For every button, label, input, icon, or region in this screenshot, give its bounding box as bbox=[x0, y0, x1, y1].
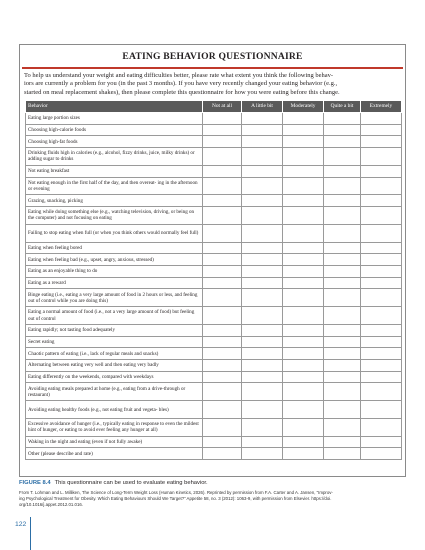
rating-cell[interactable] bbox=[203, 383, 242, 401]
behavior-text: Eating when feeling bored bbox=[28, 244, 82, 251]
behavior-text: driving, or being on the computer) and not focusing on eating bbox=[28, 209, 195, 222]
behavior-text: food) but feeling out of control bbox=[28, 309, 195, 322]
rating-cell[interactable] bbox=[283, 277, 324, 289]
rating-cell[interactable] bbox=[361, 307, 402, 325]
rating-cell[interactable] bbox=[283, 177, 324, 195]
rating-cell[interactable] bbox=[361, 348, 402, 360]
table-row bbox=[26, 224, 402, 242]
rating-cell[interactable] bbox=[283, 165, 324, 177]
table-row bbox=[26, 113, 402, 125]
behavior-cell bbox=[26, 207, 203, 225]
rating-cell[interactable] bbox=[203, 277, 242, 289]
table-row bbox=[26, 254, 402, 266]
behavior-cell bbox=[26, 195, 203, 207]
rating-cell[interactable] bbox=[361, 419, 402, 437]
rating-cell[interactable] bbox=[242, 148, 283, 166]
behavior-cell bbox=[26, 165, 203, 177]
behavior-cell bbox=[26, 136, 203, 148]
rating-cell[interactable] bbox=[203, 419, 242, 437]
rating-cell[interactable] bbox=[203, 242, 242, 254]
behavior-text: Choosing high-fat foods bbox=[28, 138, 78, 145]
behavior-cell bbox=[26, 336, 203, 348]
rating-cell[interactable] bbox=[324, 307, 361, 325]
rating-cell[interactable] bbox=[242, 277, 283, 289]
behavior-cell bbox=[26, 224, 203, 242]
rating-cell[interactable] bbox=[203, 436, 242, 448]
behavior-cell bbox=[26, 324, 203, 336]
rating-cell[interactable] bbox=[324, 177, 361, 195]
figure-label: FIGURE 8.4 bbox=[19, 480, 51, 486]
col-extremely: Extremely bbox=[361, 101, 402, 113]
rating-cell[interactable] bbox=[203, 165, 242, 177]
rating-cell[interactable] bbox=[324, 148, 361, 166]
behavior-cell bbox=[26, 266, 203, 278]
table-row bbox=[26, 177, 402, 195]
behavior-text: Binge eating (i.e., eating a very large amount of food in 2 hours bbox=[28, 291, 158, 298]
table-row bbox=[26, 360, 402, 372]
rating-cell[interactable] bbox=[203, 401, 242, 419]
rating-cell[interactable] bbox=[242, 436, 283, 448]
rating-cell[interactable] bbox=[324, 348, 361, 360]
rating-cell[interactable] bbox=[242, 207, 283, 225]
rating-cell[interactable] bbox=[361, 195, 402, 207]
rating-cell[interactable] bbox=[324, 207, 361, 225]
rating-cell[interactable] bbox=[283, 383, 324, 401]
behavior-cell bbox=[26, 148, 203, 166]
rating-cell[interactable] bbox=[361, 113, 402, 125]
credit-line: From T. Lohman and L. Milliken, The Science of Long-Term Weight Loss (Human Kinetics, 2026). Reprinted by permission from F.A. Carter and A. Jansen, “Improv- bbox=[19, 490, 333, 495]
behavior-text: Choosing high-calorie foods bbox=[28, 126, 87, 133]
behavior-text: Failing to stop eating when full (or when you think others would bbox=[28, 230, 160, 237]
rating-cell[interactable] bbox=[361, 224, 402, 242]
table-row bbox=[26, 207, 402, 225]
rating-cell[interactable] bbox=[361, 401, 402, 419]
table-row bbox=[26, 266, 402, 278]
behavior-cell bbox=[26, 371, 203, 383]
behavior-cell bbox=[26, 277, 203, 289]
rating-cell[interactable] bbox=[242, 324, 283, 336]
figure-credit bbox=[19, 490, 409, 507]
title-rule bbox=[22, 67, 403, 69]
rating-cell[interactable] bbox=[283, 289, 324, 307]
behavior-text: Alternating between eating very well and then eating very badly bbox=[28, 362, 159, 369]
rating-cell[interactable] bbox=[361, 254, 402, 266]
rating-cell[interactable] bbox=[203, 289, 242, 307]
rating-cell[interactable] bbox=[242, 165, 283, 177]
rating-cell[interactable] bbox=[242, 419, 283, 437]
rating-cell[interactable] bbox=[361, 324, 402, 336]
rating-cell[interactable] bbox=[283, 136, 324, 148]
header-row bbox=[26, 101, 402, 113]
rating-cell[interactable] bbox=[324, 165, 361, 177]
figure-caption-text: This questionnaire can be used to evaluate eating behavior. bbox=[54, 480, 208, 486]
rating-cell[interactable] bbox=[324, 224, 361, 242]
rating-cell[interactable] bbox=[242, 307, 283, 325]
behavior-text: Eating while doing something else (e.g., watching television, bbox=[28, 209, 153, 216]
rating-cell[interactable] bbox=[242, 254, 283, 266]
instructions bbox=[24, 72, 401, 97]
behavior-text: normally feel full) bbox=[161, 230, 199, 237]
rating-cell[interactable] bbox=[203, 254, 242, 266]
rating-cell[interactable] bbox=[242, 383, 283, 401]
rating-cell[interactable] bbox=[283, 448, 324, 460]
behavior-text: Drinking fluids high in calories (e.g., alcohol, fizzy drinks, juice, bbox=[28, 150, 161, 157]
rating-cell[interactable] bbox=[283, 195, 324, 207]
table-row bbox=[26, 336, 402, 348]
rating-cell[interactable] bbox=[361, 124, 402, 136]
behavior-text: bles) bbox=[158, 406, 169, 413]
behavior-cell bbox=[26, 307, 203, 325]
questionnaire-table bbox=[25, 100, 402, 460]
rating-cell[interactable] bbox=[242, 242, 283, 254]
rating-cell[interactable] bbox=[283, 266, 324, 278]
rating-cell[interactable] bbox=[203, 324, 242, 336]
table-row bbox=[26, 324, 402, 336]
behavior-text: ing in the afternoon or evening bbox=[28, 179, 198, 192]
rating-cell[interactable] bbox=[324, 242, 361, 254]
rating-cell[interactable] bbox=[361, 289, 402, 307]
rating-cell[interactable] bbox=[283, 360, 324, 372]
behavior-text: Not eating enough in the first half of the day, and then overeat- bbox=[28, 179, 157, 186]
rating-cell[interactable] bbox=[283, 224, 324, 242]
rating-cell[interactable] bbox=[361, 165, 402, 177]
table-row bbox=[26, 124, 402, 136]
behavior-cell bbox=[26, 448, 203, 460]
behavior-text: Eating as an enjoyable thing to do bbox=[28, 268, 98, 275]
table-row bbox=[26, 436, 402, 448]
rating-cell[interactable] bbox=[361, 148, 402, 166]
rating-cell[interactable] bbox=[324, 383, 361, 401]
behavior-cell bbox=[26, 383, 203, 401]
behavior-cell bbox=[26, 436, 203, 448]
behavior-text: Eating as a reward bbox=[28, 279, 66, 286]
table-row bbox=[26, 383, 402, 401]
rating-cell[interactable] bbox=[203, 360, 242, 372]
page-number: 122 bbox=[15, 521, 27, 528]
rating-cell[interactable] bbox=[283, 254, 324, 266]
rating-cell[interactable] bbox=[361, 266, 402, 278]
rating-cell[interactable] bbox=[361, 177, 402, 195]
rating-cell[interactable] bbox=[324, 419, 361, 437]
rating-cell[interactable] bbox=[283, 401, 324, 419]
rating-cell[interactable] bbox=[203, 113, 242, 125]
table-row bbox=[26, 371, 402, 383]
rating-cell[interactable] bbox=[324, 324, 361, 336]
rating-cell[interactable] bbox=[324, 136, 361, 148]
behavior-text: Eating a normal amount of food (i.e., not a very large amount of bbox=[28, 309, 159, 316]
rating-cell[interactable] bbox=[324, 371, 361, 383]
rating-cell[interactable] bbox=[324, 195, 361, 207]
rating-cell[interactable] bbox=[203, 336, 242, 348]
rating-cell[interactable] bbox=[361, 207, 402, 225]
rating-cell[interactable] bbox=[242, 360, 283, 372]
instructions-line: To help us understand your weight and eating difficulties better, please rate what extent you think the following behav- bbox=[24, 72, 334, 79]
table-row bbox=[26, 289, 402, 307]
rating-cell[interactable] bbox=[242, 224, 283, 242]
rating-cell[interactable] bbox=[324, 277, 361, 289]
behavior-text: milky drinks) or adding sugar to drinks bbox=[28, 150, 195, 163]
rating-cell[interactable] bbox=[283, 324, 324, 336]
table-row bbox=[26, 419, 402, 437]
rating-cell[interactable] bbox=[242, 124, 283, 136]
instructions-line: started on meal replacement shakes), then please complete this questionnaire for how you were eating before this change. bbox=[24, 88, 340, 96]
rating-cell[interactable] bbox=[242, 336, 283, 348]
table-row bbox=[26, 165, 402, 177]
behavior-text: Excessive avoidance of hunger (i.e., typically eating in response bbox=[28, 421, 159, 428]
table-row bbox=[26, 348, 402, 360]
rating-cell[interactable] bbox=[283, 207, 324, 225]
behavior-text: Chaotic pattern of eating (i.e., lack of regular meals and snacks) bbox=[28, 350, 159, 357]
questionnaire-title: EATING BEHAVIOR QUESTIONNAIRE bbox=[122, 51, 303, 62]
behavior-text: Secret eating bbox=[28, 338, 55, 345]
rating-cell[interactable] bbox=[361, 360, 402, 372]
rating-cell[interactable] bbox=[324, 401, 361, 419]
behavior-cell bbox=[26, 348, 203, 360]
rating-cell[interactable] bbox=[242, 136, 283, 148]
rating-cell[interactable] bbox=[324, 336, 361, 348]
rating-cell[interactable] bbox=[283, 419, 324, 437]
behavior-text: Avoiding eating meals prepared at home (e.g., eating from a bbox=[28, 385, 151, 392]
table-row bbox=[26, 448, 402, 460]
rating-cell[interactable] bbox=[361, 383, 402, 401]
col-moderately: Moderately bbox=[283, 101, 324, 113]
rating-cell[interactable] bbox=[242, 177, 283, 195]
credit-line: ing Psychological Treatment for Obesity. Which Eating Behaviours Should We Target?” Appetite 58, no. 3 (2012): 1063-9, with permission from Elsevier. https://doi. bbox=[19, 495, 332, 501]
behavior-cell bbox=[26, 113, 203, 125]
rating-cell[interactable] bbox=[324, 124, 361, 136]
rating-cell[interactable] bbox=[283, 336, 324, 348]
behavior-cell bbox=[26, 419, 203, 437]
table-row bbox=[26, 136, 402, 148]
rating-cell[interactable] bbox=[203, 266, 242, 278]
rating-cell[interactable] bbox=[361, 436, 402, 448]
col-quite-a-bit: Quite a bit bbox=[324, 101, 361, 113]
rating-cell[interactable] bbox=[283, 124, 324, 136]
rating-cell[interactable] bbox=[203, 177, 242, 195]
rating-cell[interactable] bbox=[203, 224, 242, 242]
table-row bbox=[26, 242, 402, 254]
table-row bbox=[26, 401, 402, 419]
rating-cell[interactable] bbox=[324, 448, 361, 460]
rating-cell[interactable] bbox=[242, 371, 283, 383]
behavior-text: Eating differently on the weekends, compared with weekdays bbox=[28, 373, 154, 380]
rating-cell[interactable] bbox=[361, 371, 402, 383]
behavior-cell bbox=[26, 177, 203, 195]
rating-cell[interactable] bbox=[203, 371, 242, 383]
rating-cell[interactable] bbox=[203, 448, 242, 460]
behavior-cell bbox=[26, 124, 203, 136]
behavior-text: Grazing, snacking, picking bbox=[28, 197, 83, 204]
behavior-cell bbox=[26, 242, 203, 254]
col-behavior: Behavior bbox=[26, 101, 203, 113]
rating-cell[interactable] bbox=[242, 289, 283, 307]
rating-cell[interactable] bbox=[203, 195, 242, 207]
rating-cell[interactable] bbox=[361, 242, 402, 254]
rating-cell[interactable] bbox=[283, 148, 324, 166]
rating-cell[interactable] bbox=[242, 401, 283, 419]
rating-cell[interactable] bbox=[361, 448, 402, 460]
behavior-cell bbox=[26, 289, 203, 307]
behavior-text: to even the mildest hint of hunger, or eating to avoid ever feeling bbox=[28, 421, 199, 434]
rating-cell[interactable] bbox=[203, 148, 242, 166]
rating-cell[interactable] bbox=[324, 266, 361, 278]
credit-line: org/10.1016/j.appet.2012.01.016. bbox=[19, 501, 84, 507]
rating-cell[interactable] bbox=[203, 207, 242, 225]
rating-cell[interactable] bbox=[203, 136, 242, 148]
behavior-cell bbox=[26, 360, 203, 372]
rating-cell[interactable] bbox=[324, 436, 361, 448]
behavior-text: Not eating breakfast bbox=[28, 168, 70, 175]
rating-cell[interactable] bbox=[361, 277, 402, 289]
rating-cell[interactable] bbox=[203, 307, 242, 325]
rating-cell[interactable] bbox=[361, 136, 402, 148]
rating-cell[interactable] bbox=[324, 360, 361, 372]
behavior-text: Other (please describe and rate) bbox=[28, 450, 93, 457]
behavior-text: Waking in the night and eating (even if not fully awake) bbox=[28, 439, 143, 446]
col-a-little-bit: A little bit bbox=[242, 101, 283, 113]
behavior-text: Eating when feeling bad (e.g., upset, angry, anxious, stressed) bbox=[28, 256, 154, 263]
rating-cell[interactable] bbox=[242, 113, 283, 125]
rating-cell[interactable] bbox=[283, 436, 324, 448]
questionnaire-box bbox=[19, 44, 406, 477]
rating-cell[interactable] bbox=[283, 113, 324, 125]
rating-cell[interactable] bbox=[324, 254, 361, 266]
rating-cell[interactable] bbox=[242, 348, 283, 360]
rating-cell[interactable] bbox=[283, 348, 324, 360]
table-row bbox=[26, 277, 402, 289]
page-number-bar bbox=[30, 517, 31, 550]
behavior-text: Eating rapidly; not tasting food adequately bbox=[28, 327, 115, 334]
behavior-cell bbox=[26, 254, 203, 266]
rating-cell[interactable] bbox=[283, 371, 324, 383]
table-row bbox=[26, 195, 402, 207]
behavior-text: drive-through or restaurant) bbox=[28, 385, 186, 398]
rating-cell[interactable] bbox=[324, 113, 361, 125]
behavior-text: Avoiding eating healthy foods (e.g., not eating fruit and vegeta- bbox=[28, 406, 158, 413]
behavior-text: any hunger at all) bbox=[121, 427, 158, 434]
rating-cell[interactable] bbox=[361, 336, 402, 348]
rating-cell[interactable] bbox=[283, 242, 324, 254]
rating-cell[interactable] bbox=[242, 448, 283, 460]
rating-cell[interactable] bbox=[203, 348, 242, 360]
behavior-cell bbox=[26, 401, 203, 419]
table-row bbox=[26, 307, 402, 325]
rating-cell[interactable] bbox=[283, 307, 324, 325]
table-row bbox=[26, 148, 402, 166]
rating-cell[interactable] bbox=[324, 289, 361, 307]
col-not-at-all: Not at all bbox=[203, 101, 242, 113]
rating-cell[interactable] bbox=[242, 266, 283, 278]
figure-caption bbox=[19, 480, 407, 486]
behavior-text: or less, and feeling out of control while you are doing this) bbox=[28, 291, 198, 304]
instructions-line: iors are currently a problem for you (in the past 3 months). If you have very recently changed your eating behavior (e.g., bbox=[24, 80, 338, 88]
behavior-text: Eating large portion sizes bbox=[28, 115, 80, 122]
rating-cell[interactable] bbox=[203, 124, 242, 136]
rating-cell[interactable] bbox=[242, 195, 283, 207]
